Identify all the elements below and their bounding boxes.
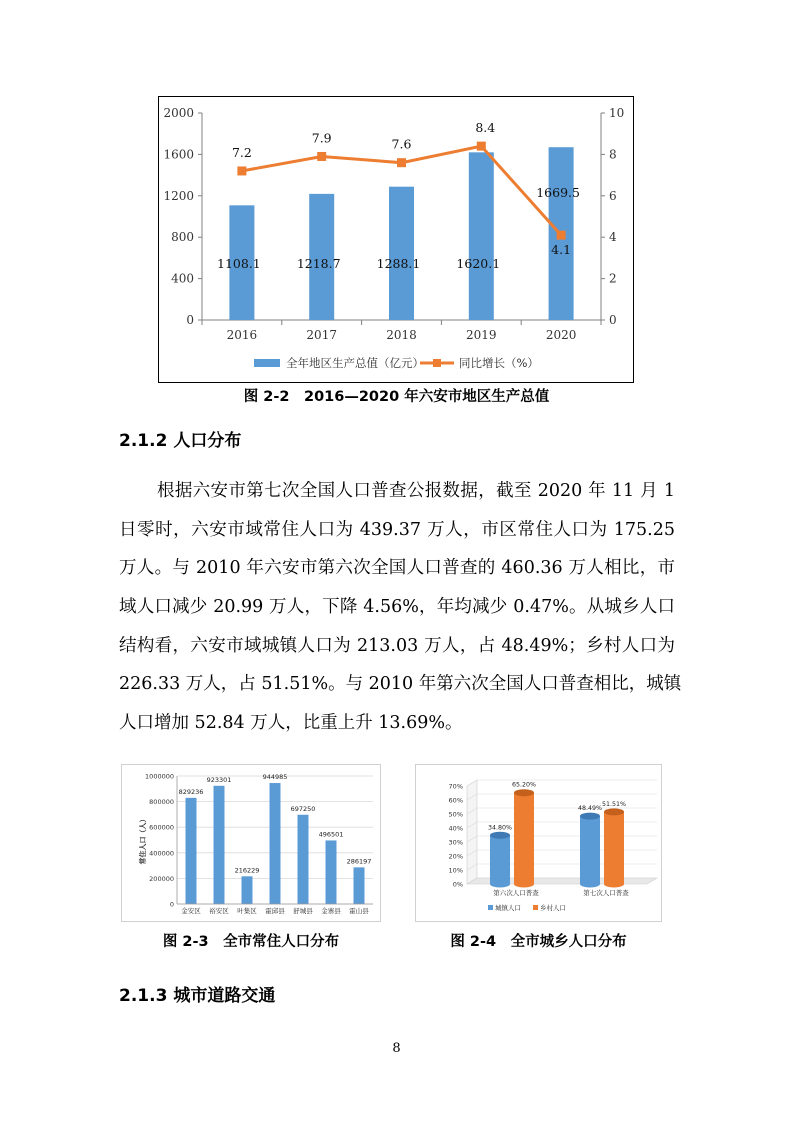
legend-bar-label: 全年地区生产总值（亿元） [286,356,424,370]
population-bar [186,798,197,904]
y-tick-label: 400000 [149,849,174,858]
bar-top [490,832,510,839]
population-by-district-chart [121,764,381,922]
population-bar [214,786,225,904]
legend-swatch [533,905,538,910]
population-data-label: 496501 [318,830,344,839]
y-tick-label: 1000000 [145,772,174,781]
y-tick-label: 1200 [163,188,194,203]
y2-tick-label: 4 [609,230,617,245]
population-bar [354,867,365,904]
y-tick-label: 20% [448,852,463,861]
y2-tick-label: 8 [609,147,617,162]
population-paragraph [119,472,682,743]
paragraph-line: 226.33 万人，占 51.51%。与 2010 年第六次全国人口普查相比，城镇 [119,674,682,695]
bar-bottom [514,881,534,888]
population-bar [242,876,253,904]
x-tick-label: 2020 [545,328,577,342]
x-tick-label: 2016 [226,328,258,342]
y-axis-title: 常住人口（人） [139,815,147,865]
urban-rural-bar [514,793,534,884]
paragraph-line: 结构看，六安市域城镇人口为 213.03 万人，占 48.49%；乡村人口为 [119,635,675,656]
gdp-bar-data-label: 1288.1 [376,256,421,271]
bar-top [514,789,534,796]
y-tick-label: 800000 [149,798,174,807]
population-data-label: 923301 [206,775,232,784]
growth-data-label: 7.9 [311,130,332,146]
x-tick-label: 霍山县 [349,907,369,915]
y-tick-label: 50% [448,810,463,819]
gdp-bar-data-label: 1108.1 [217,256,261,271]
bar-bottom [580,881,600,888]
growth-data-label: 8.4 [475,120,496,136]
y-tick-label: 0 [186,313,194,327]
paragraph-line: 根据六安市第七次全国人口普查公报数据，截至 2020 年 11 月 1 [157,481,675,501]
bar-bottom [490,881,510,888]
population-data-label: 944985 [262,773,288,782]
x-tick-label: 金安区 [181,907,201,915]
y2-tick-label: 10 [609,106,625,120]
urban-rural-data-label: 51.51% [601,800,627,808]
growth-point [397,158,406,167]
growth-point [237,166,246,175]
bar-top [604,808,624,815]
y-tick-label: 10% [448,866,463,875]
gdp-bar-data-label: 1669.5 [536,185,580,200]
section-heading-2-1-2: 2.1.2 人口分布 [119,431,242,451]
y-tick-label: 800 [171,230,194,245]
figure-2-4-caption: 图 2-4 全市城乡人口分布 [450,934,627,950]
gdp-bar [469,152,494,320]
figure-2-2-caption: 图 2-2 2016—2020 年六安市地区生产总值 [243,389,550,405]
x-tick-label: 2017 [306,328,337,342]
urban-rural-bar [604,812,624,884]
y-tick-label: 200000 [149,874,174,883]
gdp-chart [158,96,634,383]
growth-data-label: 7.2 [231,144,252,160]
x-tick-label: 叶集区 [237,907,257,915]
y-tick-label: 400 [171,271,194,286]
population-bar [298,815,309,904]
urban-rural-data-label: 34.80% [487,824,513,832]
figure-2-3-caption: 图 2-3 全市常住人口分布 [162,934,340,950]
x-tick-label: 霍邱县 [265,907,285,915]
y-tick-label: 60% [448,796,463,805]
urban-rural-bar [580,816,600,884]
x-tick-label: 金寨县 [321,907,341,915]
y2-tick-label: 0 [609,313,617,327]
growth-point [557,231,566,240]
population-bar [326,840,337,904]
x-tick-label: 2018 [386,328,417,342]
legend-label: 城镇人口 [495,904,521,912]
paragraph-line: 域人口减少 20.99 万人，下降 4.56%，年均减少 0.47%。从城乡人口 [119,597,675,618]
y-tick-label: 1600 [163,147,194,162]
page-number: 8 [392,1041,401,1056]
population-data-label: 829236 [178,787,204,796]
paragraph-line: 人口增加 52.84 万人，比重上升 13.69%。 [119,713,463,734]
population-data-label: 697250 [290,804,316,813]
growth-data-label: 7.6 [391,136,412,152]
x-tick-label: 第七次人口普查 [583,889,629,897]
legend-line-marker [433,359,441,367]
legend-swatch [488,905,493,910]
x-tick-label: 裕安区 [209,907,229,915]
population-data-label: 286197 [346,857,372,866]
y-tick-label: 30% [448,838,463,847]
growth-point [317,152,326,161]
y2-tick-label: 6 [609,188,617,203]
y-tick-label: 600000 [149,823,174,832]
y-tick-label: 70% [448,782,463,791]
paragraph-line: 万人。与 2010 年六安市第六次全国人口普查的 460.36 万人相比，市 [119,558,675,579]
side-wall [467,780,477,884]
urban-rural-data-label: 65.20% [511,781,537,789]
y-tick-label: 40% [448,824,463,833]
growth-data-label: 4.1 [551,242,572,258]
paragraph-line: 日零时，六安市域常住人口为 439.37 万人，市区常住人口为 175.25 [119,519,675,540]
y-tick-label: 2000 [163,106,194,120]
y2-tick-label: 2 [609,271,617,286]
legend-bar-swatch [254,359,280,367]
population-data-label: 216229 [234,866,260,875]
bar-top [580,813,600,820]
legend-line-label: 同比增长（%） [459,356,539,370]
section-heading-2-1-3: 2.1.3 城市道路交通 [119,986,276,1006]
urban-rural-chart [415,764,662,922]
gdp-bar-data-label: 1620.1 [456,256,501,271]
y-tick-label: 0% [452,880,463,889]
population-bar [270,783,281,904]
x-tick-label: 第六次人口普查 [493,889,539,897]
growth-point [477,142,486,151]
gdp-bar [389,187,414,320]
x-tick-label: 舒城县 [293,907,313,915]
legend-label: 乡村人口 [540,904,566,912]
urban-rural-data-label: 48.49% [577,805,603,813]
bar-bottom [604,881,624,888]
urban-rural-bar [490,835,510,884]
x-tick-label: 2019 [466,328,497,342]
y-tick-label: 0 [169,900,174,909]
gdp-bar-data-label: 1218.7 [296,256,341,271]
